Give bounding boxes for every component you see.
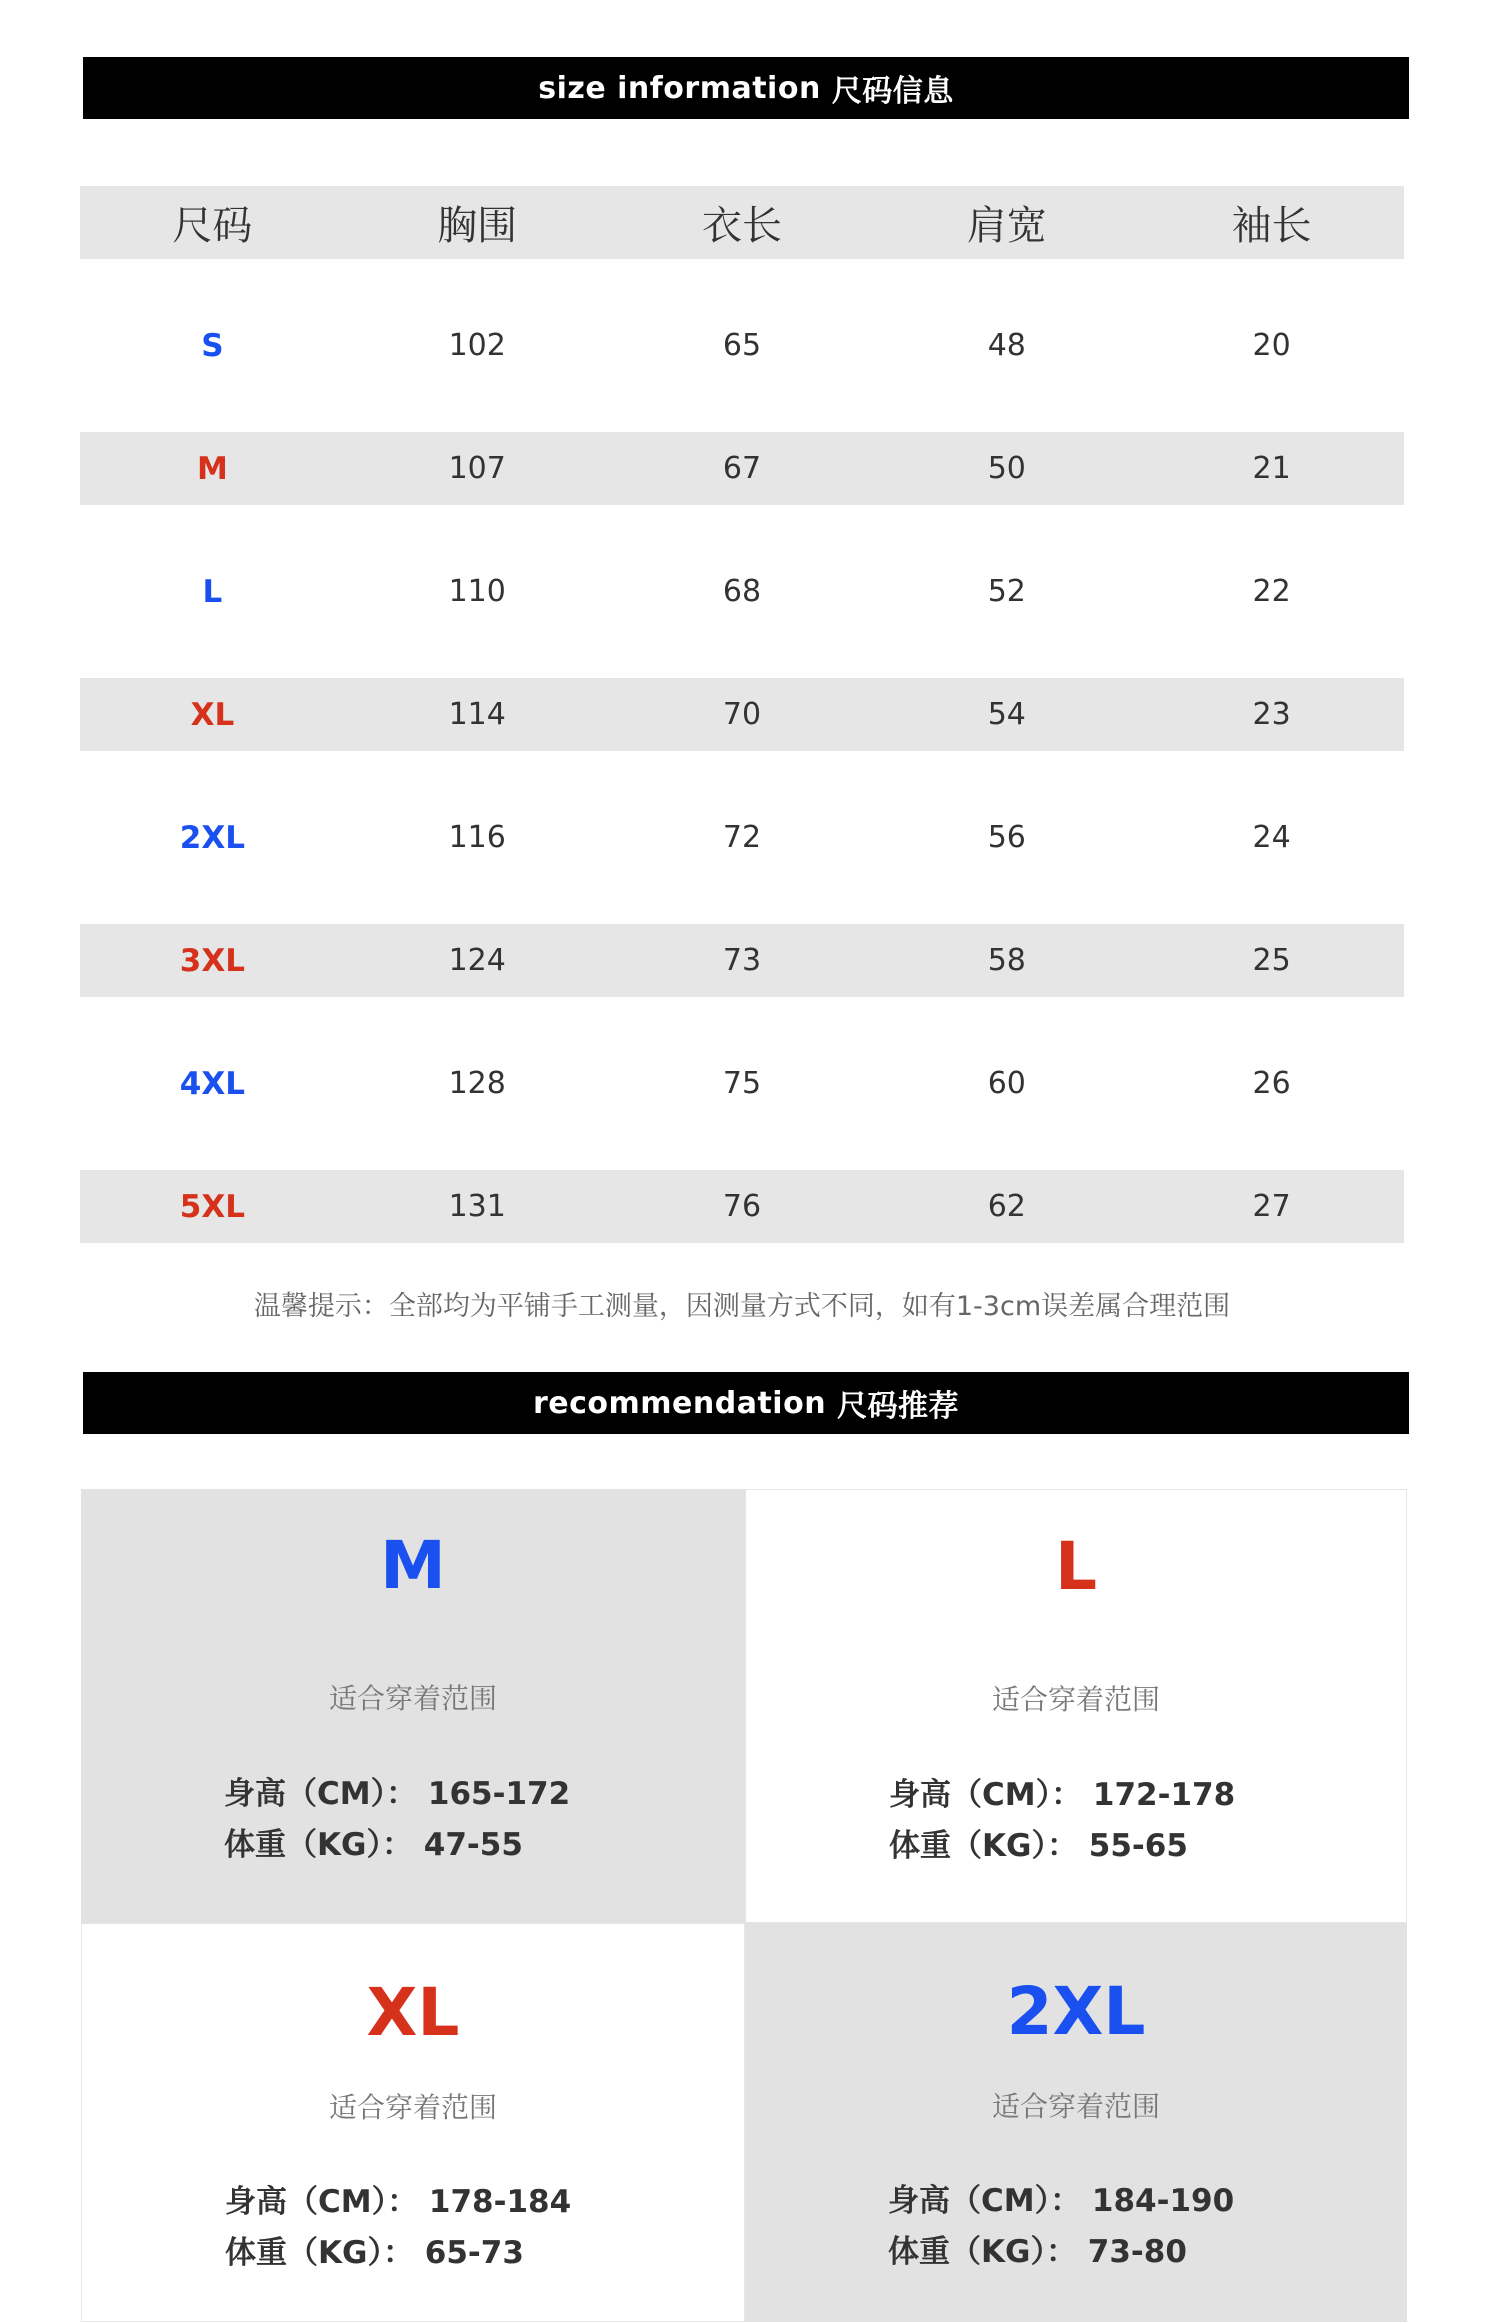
header-length: 衣长 <box>701 203 782 249</box>
cell-shoulder: 48 <box>987 328 1026 363</box>
recommendation-card <box>81 1923 745 2322</box>
banner-title-zh: 尺码信息 <box>831 74 954 109</box>
cell-size: 4XL <box>179 1065 246 1102</box>
size-information-banner <box>83 57 1409 119</box>
fit-range-label: 适合穿着范围 <box>991 1683 1160 1716</box>
cell-size: 2XL <box>179 819 246 856</box>
table-row <box>80 432 1404 505</box>
cell-sleeve: 25 <box>1252 943 1291 978</box>
cell-length: 70 <box>722 697 762 732</box>
cell-sleeve: 20 <box>1252 328 1291 363</box>
table-row <box>80 319 1404 372</box>
cell-chest: 110 <box>448 574 506 609</box>
measurement-note: 温馨提示：全部均为平铺手工测量，因测量方式不同，如有1-3cm误差属合理范围 <box>253 1291 1231 1322</box>
table-row <box>80 678 1404 751</box>
cell-size: S <box>201 327 224 364</box>
recommended-size: XL <box>366 1974 460 2051</box>
header-chest: 胸围 <box>437 203 518 249</box>
cell-sleeve: 27 <box>1252 1189 1291 1224</box>
weight-range: 体重（KG）： 73-80 <box>888 2234 1187 2270</box>
cell-shoulder: 60 <box>987 1066 1026 1101</box>
cell-sleeve: 23 <box>1252 697 1291 732</box>
cell-length: 68 <box>722 574 762 609</box>
table-row <box>80 924 1404 997</box>
recommended-size: 2XL <box>1006 1973 1146 2050</box>
header-sleeve: 袖长 <box>1231 203 1312 249</box>
banner-title-en: size information <box>538 70 821 106</box>
cell-shoulder: 56 <box>987 820 1026 855</box>
cell-size: L <box>202 573 223 610</box>
banner-title-en: recommendation <box>532 1385 827 1421</box>
cell-length: 67 <box>722 451 762 486</box>
table-row <box>80 811 1404 864</box>
fit-range-label: 适合穿着范围 <box>991 2090 1160 2123</box>
recommendation-card <box>745 1489 1407 1923</box>
header-size: 尺码 <box>172 203 253 249</box>
height-range: 身高（CM）： 184-190 <box>888 2183 1235 2219</box>
size-table <box>80 186 1404 1243</box>
cell-chest: 131 <box>448 1189 506 1224</box>
weight-range: 体重（KG）： 47-55 <box>224 1827 523 1863</box>
height-range: 身高（CM）： 178-184 <box>225 2184 572 2220</box>
cell-sleeve: 24 <box>1252 820 1291 855</box>
cell-sleeve: 21 <box>1252 451 1291 486</box>
recommended-size: L <box>1054 1528 1098 1605</box>
cell-length: 73 <box>722 943 762 978</box>
cell-length: 76 <box>722 1189 762 1224</box>
recommendation-card <box>745 1923 1407 2322</box>
cell-chest: 114 <box>448 697 506 732</box>
cell-sleeve: 26 <box>1252 1066 1291 1101</box>
cell-chest: 128 <box>448 1066 506 1101</box>
recommended-size: M <box>380 1527 446 1604</box>
recommendation-grid <box>81 1489 1407 2322</box>
cell-size: M <box>196 450 228 487</box>
fit-range-label: 适合穿着范围 <box>328 1682 497 1715</box>
table-header-row <box>80 186 1404 259</box>
weight-range: 体重（KG）： 65-73 <box>225 2235 524 2271</box>
cell-chest: 116 <box>448 820 506 855</box>
recommendation-card <box>81 1489 745 1923</box>
cell-size: 5XL <box>179 1188 246 1225</box>
fit-range-label: 适合穿着范围 <box>328 2091 497 2124</box>
cell-sleeve: 22 <box>1252 574 1291 609</box>
cell-size: 3XL <box>179 942 246 979</box>
cell-length: 72 <box>722 820 762 855</box>
height-range: 身高（CM）： 172-178 <box>889 1777 1236 1813</box>
cell-chest: 107 <box>448 451 506 486</box>
header-shoulder: 肩宽 <box>966 203 1047 249</box>
table-row <box>80 1170 1404 1243</box>
weight-range: 体重（KG）： 55-65 <box>889 1828 1188 1864</box>
cell-shoulder: 54 <box>987 697 1026 732</box>
cell-shoulder: 50 <box>987 451 1026 486</box>
cell-chest: 124 <box>448 943 506 978</box>
table-body <box>80 319 1404 1243</box>
cell-shoulder: 58 <box>987 943 1026 978</box>
banner-title-zh: 尺码推荐 <box>837 1389 960 1424</box>
recommendation-banner <box>83 1372 1409 1434</box>
cell-shoulder: 62 <box>987 1189 1026 1224</box>
cell-length: 65 <box>722 328 762 363</box>
table-row <box>80 1057 1404 1110</box>
height-range: 身高（CM）： 165-172 <box>224 1776 571 1812</box>
cell-shoulder: 52 <box>987 574 1026 609</box>
cell-size: XL <box>190 696 235 733</box>
cell-length: 75 <box>722 1066 762 1101</box>
cell-chest: 102 <box>448 328 506 363</box>
table-row <box>80 565 1404 618</box>
